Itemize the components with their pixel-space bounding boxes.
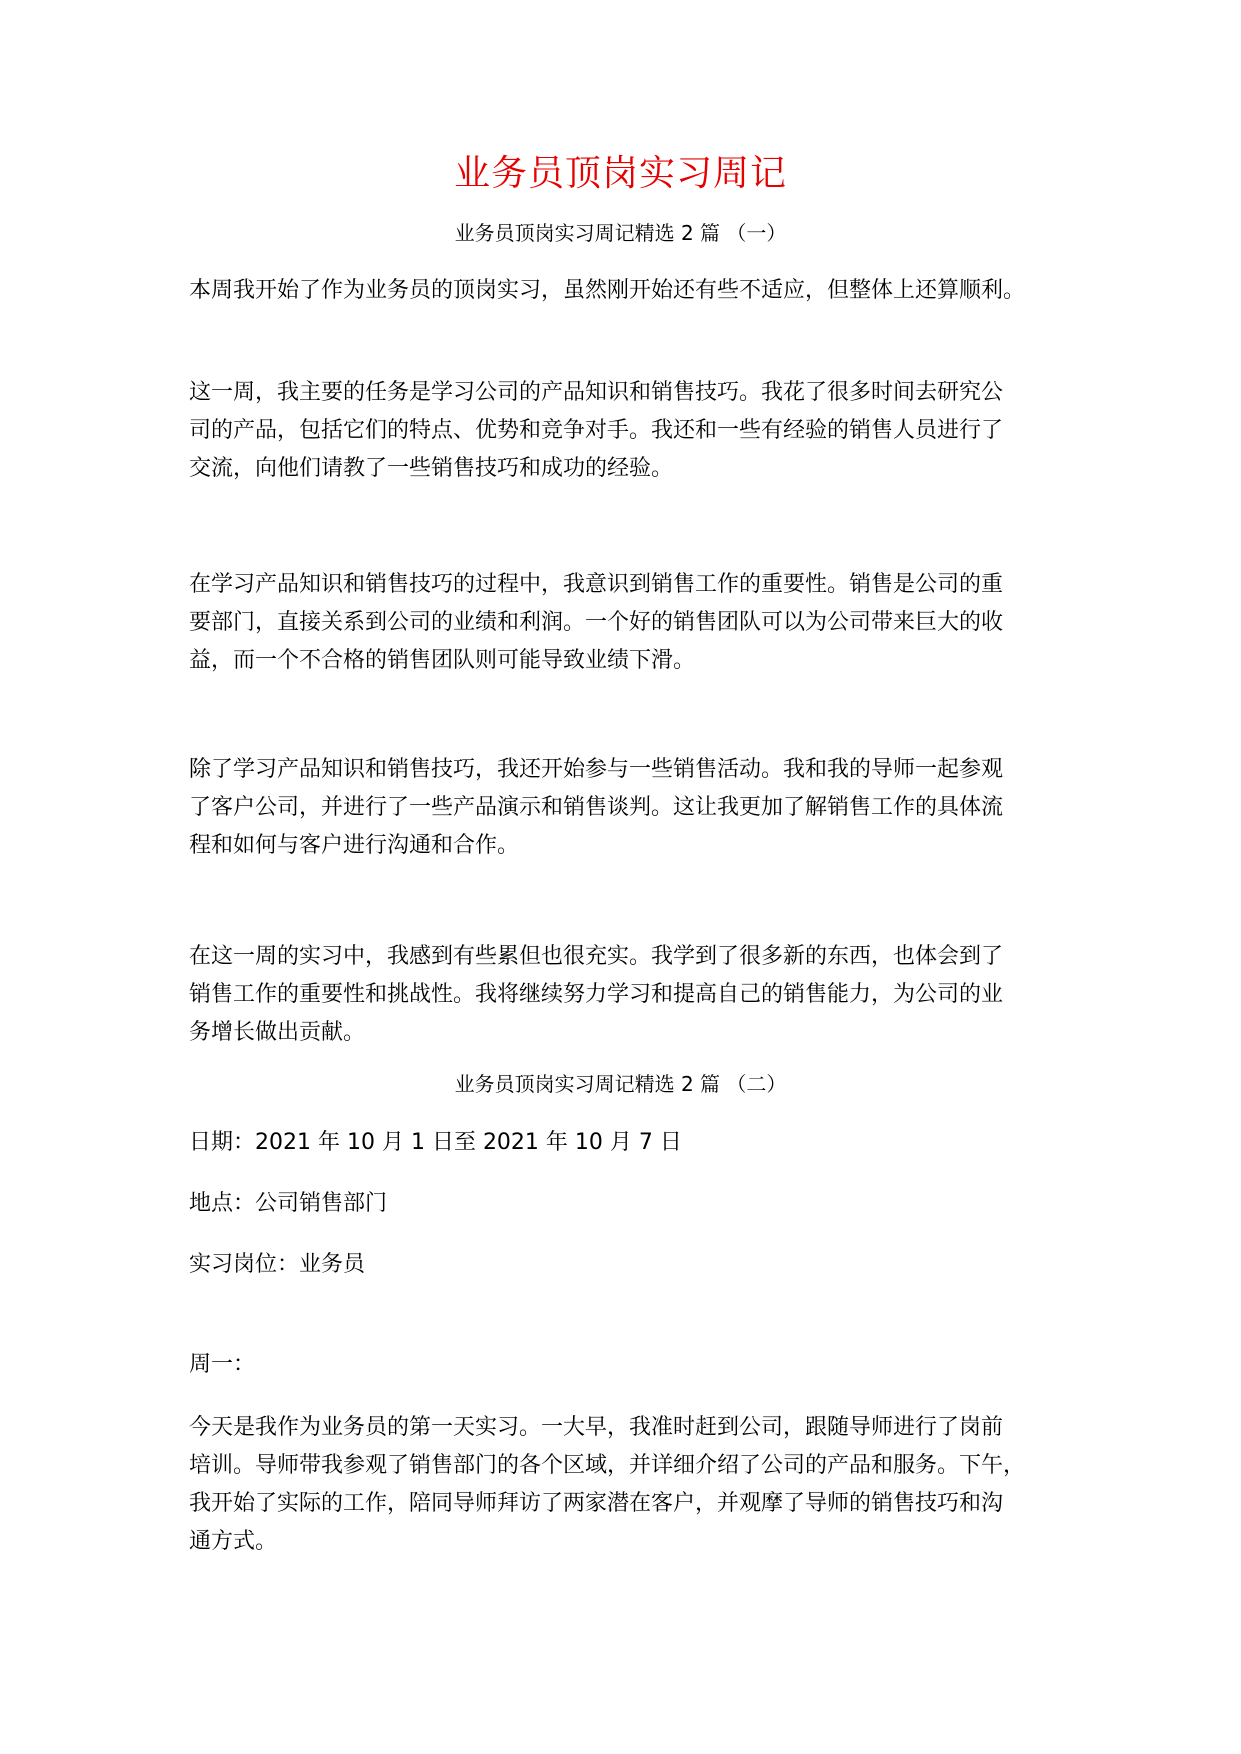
document-title: 业务员顶岗实习周记	[453, 153, 787, 194]
paragraph-line: 交流，向他们请教了一些销售技巧和成功的经验。	[189, 456, 674, 481]
paragraph-line: 司的产品，包括它们的特点、优势和竞争对手。我还和一些有经验的销售人员进行了	[189, 418, 1004, 443]
position-line	[189, 1246, 1069, 1284]
paragraph-line: 实习岗位：业务员	[189, 1252, 366, 1277]
paragraph-line: 在学习产品知识和销售技巧的过程中，我意识到销售工作的重要性。销售是公司的重	[189, 572, 1004, 597]
paragraph-line: 周一：	[189, 1352, 256, 1377]
paragraph-3	[189, 566, 1069, 680]
paragraph-line: 培训。导师带我参观了销售部门的各个区域，并详细介绍了公司的产品和服务。下午，	[189, 1453, 1026, 1478]
paragraph-line: 务增长做出贡献。	[189, 1020, 366, 1045]
date-line	[189, 1124, 1069, 1162]
paragraph-line: 在这一周的实习中，我感到有些累但也很充实。我学到了很多新的东西，也体会到了	[189, 944, 1004, 969]
monday-paragraph	[189, 1409, 1069, 1561]
paragraph-4	[189, 751, 1069, 865]
paragraph-line: 我开始了实际的工作，陪同导师拜访了两家潜在客户，并观摩了导师的销售技巧和沟	[189, 1491, 1004, 1516]
paragraph-line: 日期：2021 年 10 月 1 日至 2021 年 10 月 7 日	[189, 1130, 682, 1155]
section-heading-2: 业务员顶岗实习周记精选 2 篇 （二）	[454, 1072, 787, 1096]
section-heading-1: 业务员顶岗实习周记精选 2 篇 （一）	[454, 221, 787, 245]
paragraph-line: 程和如何与客户进行沟通和合作。	[189, 833, 520, 858]
paragraph-line: 这一周，我主要的任务是学习公司的产品知识和销售技巧。我花了很多时间去研究公	[189, 380, 1004, 405]
location-line	[189, 1185, 1069, 1223]
paragraph-2	[189, 374, 1069, 488]
paragraph-line: 除了学习产品知识和销售技巧，我还开始参与一些销售活动。我和我的导师一起参观	[189, 757, 1004, 782]
paragraph-line: 今天是我作为业务员的第一天实习。一大早，我准时赶到公司，跟随导师进行了岗前	[189, 1415, 1004, 1440]
paragraph-line: 了客户公司，并进行了一些产品演示和销售谈判。这让我更加了解销售工作的具体流	[189, 795, 1004, 820]
paragraph-1	[189, 272, 1069, 310]
monday-heading	[189, 1346, 1069, 1384]
paragraph-line: 本周我开始了作为业务员的顶岗实习，虽然刚开始还有些不适应，但整体上还算顺利。	[189, 278, 1026, 303]
paragraph-line: 要部门，直接关系到公司的业绩和利润。一个好的销售团队可以为公司带来巨大的收	[189, 610, 1004, 635]
paragraph-line: 销售工作的重要性和挑战性。我将继续努力学习和提高自己的销售能力，为公司的业	[189, 982, 1004, 1007]
paragraph-line: 地点：公司销售部门	[189, 1191, 388, 1216]
paragraph-line: 通方式。	[189, 1529, 278, 1554]
paragraph-5	[189, 938, 1069, 1052]
paragraph-line: 益，而一个不合格的销售团队则可能导致业绩下滑。	[189, 648, 696, 673]
